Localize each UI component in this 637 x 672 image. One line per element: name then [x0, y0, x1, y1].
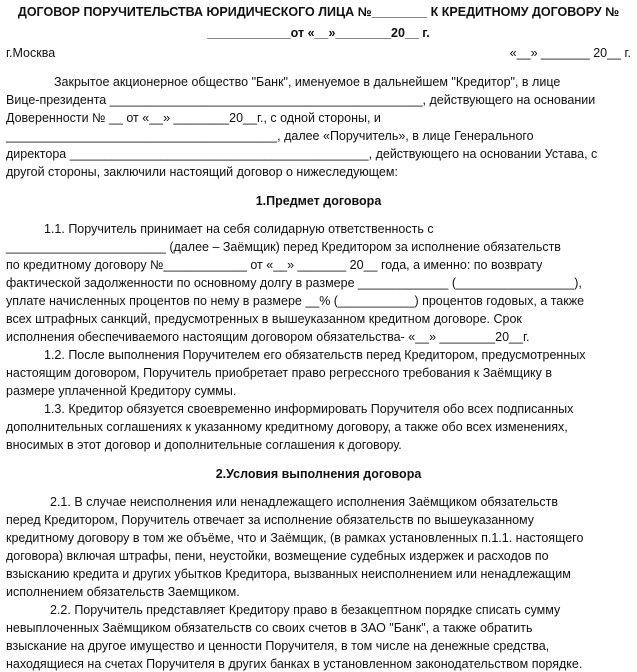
section-heading: 2.Условия выполнения договора	[215, 467, 422, 481]
paragraph-line: 1.1. Поручитель принимает на себя солидарную ответственность с	[44, 222, 434, 236]
paragraph-line: 2.1. В случае неисполнения или ненадлежащего исполнения Заёмщиком обязательств	[50, 495, 559, 509]
paragraph-line: взыскание на другое имущество и ценности Поручителя, в том числе на денежные средства,	[6, 639, 550, 653]
paragraph-line: уплате начисленных процентов по нему в размере __% (___________) процентов годовых, а также	[6, 294, 585, 308]
section-heading: 1.Предмет договора	[255, 194, 382, 208]
paragraph-line: фактической задолженности по основному долгу в размере _____________ (_________________),	[6, 276, 582, 290]
place-date-row	[6, 45, 631, 61]
paragraph-line: всех штрафных санкций, предусмотренных в вышеуказанном кредитном договоре. Срок	[6, 312, 522, 326]
document-title-line-2: ____________от «__»________20__ г.	[207, 26, 430, 40]
paragraph-line: 1.2. После выполнения Поручителем его обязательств перед Кредитором, предусмотренных	[44, 348, 586, 362]
city: г.Москва	[6, 46, 56, 60]
paragraph-line: исполнения обеспечиваемого настоящим договором обязательства- «__» ________20__г.	[6, 330, 530, 344]
preamble-line: Вице-президента _____________________________________________, действующего на основании	[6, 93, 596, 107]
paragraph-line: по кредитному договору №____________ от «__» _______ 20__ года, а именно: по возврату	[6, 258, 543, 272]
paragraph-line: дополнительных соглашениях к указанному кредитному договору, а также обо всех изменениях,	[6, 420, 568, 434]
paragraph-line: невыплоченных Заёмщиком обязательств со своих счетов в ЗАО "Банк", а также обратить	[6, 621, 533, 635]
paragraph-line: находящиеся на счетах Поручителя в других банках в установленном законодательством порядке.	[6, 657, 583, 671]
paragraph-line: исполнением обязательств Заемщиком.	[6, 585, 240, 599]
paragraph-line: _______________________ (далее – Заёмщик) перед Кредитором за исполнение обязательств	[6, 240, 561, 254]
preamble-line: директора ___________________________________________, действующего на основании Устава, с	[6, 147, 598, 161]
paragraph-line: договора) включая штрафы, пени, неустойки, возмещение судебных издержек и расходов по	[6, 549, 549, 563]
paragraph-line: взысканию кредита и других убытков Кредитора, вызванных неисполнением или ненадлежащим	[6, 567, 571, 581]
contract-date: «__» _______ 20__ г.	[509, 46, 631, 60]
paragraph-line: вносимых в этот договор и дополнительные соглашения к договору.	[6, 438, 402, 452]
paragraph-line: перед Кредитором, Поручитель отвечает за исполнение обязательств по вышеуказанному	[6, 513, 535, 527]
paragraph-line: настоящим договором, Поручитель приобретает право регрессного требования к Заёмщику в	[6, 366, 553, 380]
preamble-line: Доверенности № __ от «__» ________20__г., с одной стороны, и	[6, 111, 381, 125]
document-title-line-1: ДОГОВОР ПОРУЧИТЕЛЬСТВА ЮРИДИЧЕСКОГО ЛИЦА №________ К КРЕДИТНОМУ ДОГОВОРУ №	[17, 5, 620, 19]
paragraph-line: 1.3. Кредитор обязуется своевременно информировать Поручителя обо всех подписанных	[44, 402, 574, 416]
preamble-line: Закрытое акционерное общество "Банк", именуемое в дальнейшем "Кредитор", в лице	[54, 75, 561, 89]
preamble-line: другой стороны, заключили настоящий договор о нижеследующем:	[6, 165, 398, 179]
preamble-line: _______________________________________, далее «Поручитель», в лице Генерального	[6, 129, 534, 143]
paragraph-line: кредитному договору в том же объёме, что и Заёмщик, (в рамках установленных п.1.1. настоящего	[6, 531, 584, 545]
paragraph-line: 2.2. Поручитель представляет Кредитору право в безакцептном порядке списать сумму	[50, 603, 561, 617]
paragraph-line: размере уплаченной Кредитору суммы.	[6, 384, 237, 398]
